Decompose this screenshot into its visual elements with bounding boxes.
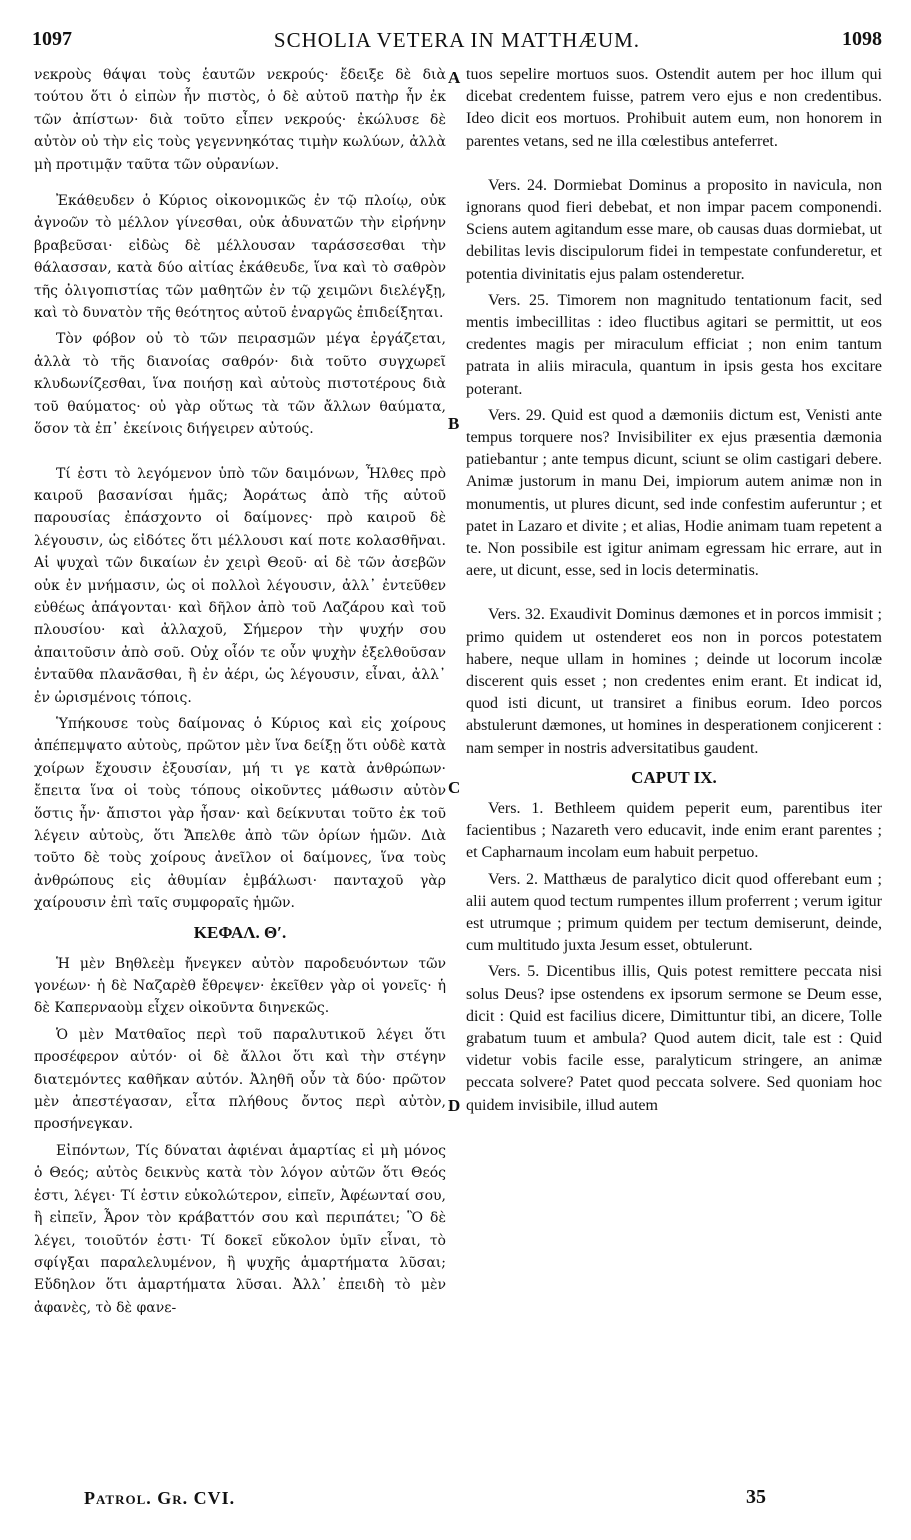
running-title: SCHOLIA VETERA IN MATTHÆUM. [273,28,641,52]
greek-paragraph: Ὁ μὲν Ματθαῖος περὶ τοῦ παραλυτικοῦ λέγει ὅτι προσέφερον αὐτόν· οἱ δὲ ἄλλοι ὅτι καὶ τὴν στέγην διατεμόντες καθῆκαν αὐτόν. Ἀληθῆ οὖν τὰ δύο· πρῶτον μὲν ἀπεστέγασαν, εἶτα πλήθους ὄντος περὶ αὐτὸν, προσήνεγκαν. [34,1026,446,1133]
greek-paragraph: Τί ἐστι τὸ λεγόμενον ὑπὸ τῶν δαιμόνων, Ἦλθες πρὸ καιροῦ βασανίσαι ἡμᾶς; Ἀοράτως ἀπὸ τῆς αὐτοῦ παρουσίας ἐπάσχοντο οἱ δαίμονες· πρὸ καιροῦ δὲ λέγουσιν, ὡς εἰδότες ὅτι μέλλουσι καί ποτε κολασθῆναι. Αἱ ψυχαὶ τῶν δικαίων ἐν χειρὶ Θεοῦ· αἱ δὲ τῶν ἀσεβῶν οὐκ ἐν μνήμασιν, ὡς οἱ πολλοὶ λέγουσιν, ἀλλ᾿ ἐντεῦθεν εὐθέως ἀπάγονται· καὶ δῆλον ἀπὸ τοῦ Λαζάρου καὶ τοῦ πλουσίου· καὶ ἀλλαχοῦ, Σήμερον τὴν ψυχήν σου ἀπαιτοῦσιν ἀπὸ σοῦ. Οὐχ οἷόν τε οὖν ψυχὴν ἐξελθοῦσαν ἐνταῦθα πλανᾶσθαι, ἢ ἐν ἀέρι, ὡς λέγουσιν, εἶναι, ἀλλ᾿ ἐν ὡρισμένοις τόποις. [34,465,446,706]
greek-paragraph: Ἐκάθευδεν ὁ Κύριος οἰκονομικῶς ἐν τῷ πλοίῳ, οὐκ ἀγνοῶν τὸ μέλλον γίνεσθαι, οὐκ ἀδυνατῶν τὴν εἰρήνην βραβεῦσαι· εἰδὼς δὲ μέλλουσαν ταράσσεσθαι τὴν θάλασσαν, κατὰ δύο αἰτίας ἐκάθευδε, ἵνα καὶ τὸ σαθρὸν τῆς ὀλιγοπιστίας τῶν μαθητῶν ἐν τῷ χειμῶνι διελέγξῃ, καὶ τὸ δυνατὸν τῆς θεότητος αὐτοῦ ἐναργῶς ἐπιδείξηται. [34,193,446,322]
margin-marker-b: B [448,414,460,433]
greek-paragraph: Εἰπόντων, Τίς δύναται ἀφιέναι ἁμαρτίας εἰ μὴ μόνος ὁ Θεός; αὐτὸς δεικνὺς κατὰ τὸν λόγον αὐτῶν ὅτι Θεός ἐστι, λέγει· Τί ἐστιν εὐκολώτερον, εἰπεῖν, Ἀφέωνταί σου, ἢ εἰπεῖν, Ἆρον τὸν κράβαττόν σου καὶ περιπάτει; Ὃ δὲ λέγει, τοιοῦτόν ἐστι· Τί δοκεῖ εὔκολον ὑμῖν εἶναι, τὸ σφίγξαι παραλελυμένον, ἢ ψυχῆς ἁμαρτήματα λῦσαι; Εὔδηλον ὅτι ἁμαρτήματα λῦσαι. Ἀλλ᾿ ἐπειδὴ τὸ μὲν ἀφανὲς, τὸ δὲ φανε- [34,1142,446,1316]
latin-paragraph: Vers. 5. Dicentibus illis, Quis potest remittere peccata nisi solus Deus? ipse ostendens ex ipsorum sermone se Deum esse, dicit : Quid est facilius dicere, Dimittuntur tibi, an dicere, Tolle grabatum tuum et ambula? Quod autem dicit, tale est : Quid videtur vobis facile esse, paralyticum stringere, an animæ peccata solvere? Patet quod peccata solvere. Sed quoniam hoc quidem invisibile, illud autem [466,963,882,1114]
latin-paragraph: Vers. 24. Dormiebat Dominus a proposito in navicula, non ignorans quod fieri debebat, et non impar pacem componendi. Sciens autem agitandum esse mare, ob causas duas dormiebat, ut debilitas levis discipulorum fidei in tempestate confunderetur, et potentia divinitatis ejus palam ostenderetur. [466,176,882,283]
greek-paragraph: Ἡ μὲν Βηθλεὲμ ἤνεγκεν αὐτὸν παροδευόντων τῶν γονέων· ἡ δὲ Ναζαρὲθ ἔθρεψεν· ἐκεῖθεν γὰρ οἱ γονεῖς· ἡ δὲ Καπερναοὺμ εἶχεν οἰκοῦντα διηνεκῶς. [34,955,446,1017]
greek-paragraph: Τὸν φόβον οὐ τὸ τῶν πειρασμῶν μέγα ἐργάζεται, ἀλλὰ τὸ τῆς διανοίας σαθρόν· διὰ τοῦτο συγχωρεῖ κλυδωνίζεσθαι, ἵνα ποιήσῃ καὶ αὐτοὺς πιστοτέρους διὰ τοῦ θαύματος· οὐ γὰρ οὕτως τὰ τῶν ἄλλων θαύματα, ὅσον τὰ ἐπ᾿ ἐκείνοις διήγειρεν αὐτούς. [34,331,446,438]
latin-paragraph: Vers. 2. Matthæus de paralytico dicit quod offerebant eum ; alii autem quod tectum rumpentes illum proferrent ; verum igitur est utrumque ; primum quidem per tectum demiserunt, deinde, cum multitudo juxta Jesum esset, obtulerunt. [466,870,882,955]
footer-volume: Patrol. Gr. CVI. [84,1488,236,1508]
footer-signature: 35 [746,1486,766,1508]
margin-marker-a: A [448,68,461,87]
latin-paragraph: Vers. 32. Exaudivit Dominus dæmones et in porcos immisit ; primo quidem ut ostenderet eos non in porcos potestatem habere, neque ullam in homines ; deinde ut locorum incolæ discerent quis esset ; non credentes enim erant. Et indicat id, quod isti dicunt, ut transiret a finibus eorum. Ideo porcos abstulerunt dæmones, ut homines in desperationem conjicerent : nam semper in nostris adversitatibus gaudent. [466,606,882,757]
latin-paragraph: Vers. 1. Bethleem quidem peperit eum, parentibus iter facientibus ; Nazareth vero educavit, inde enim erant parentes ; et Capharnaum incolam eum habuit perpetuo. [466,799,882,862]
page-number-right: 1098 [842,28,882,50]
greek-chapter-heading: ΚΕΦΑΛ. Θʹ. [193,922,287,942]
latin-paragraph: tuos sepelire mortuos suos. Ostendit autem per hoc illum qui dicebat credentem fuisse, patrem vero ejus e non credentibus. Ideo dicit eos mortuos. Prohibuit autem eum, non honorem in parentes vetans, sed ne illa cœlestibus anteferret. [466,66,882,150]
latin-paragraph: Vers. 25. Timorem non magnitudo tentationum facit, sed mentis imbecillitas : ideo fluctibus agitari se permittit, ut eos credentes magis per miraculum efficiat ; non enim tantum patrata in aliis miracula, quantum in ipsis gesta hos excitare poterant. [466,291,882,398]
margin-marker-c: C [448,778,461,797]
greek-paragraph: νεκροὺς θάψαι τοὺς ἑαυτῶν νεκρούς· ἔδειξε δὲ διὰ τούτου ὅτι ὁ εἰπὼν ἦν πιστὸς, ὁ δὲ αὐτοῦ πατὴρ ἦν ἐκ τῶν ἀπίστων· διὰ τοῦτο εἶπεν νεκρούς· ἐκώλυσε δὲ αὐτὸν οὐ τὴν εἰς τοὺς γεγεννηκότας τιμὴν κωλύων, ἀλλὰ μὴ προτιμᾷν ταῦτα τῶν οὐρανίων. [34,67,446,173]
running-header [32,22,882,62]
latin-chapter-heading: CAPUT IX. [631,767,717,787]
latin-column [466,64,882,1117]
greek-column [34,64,446,1319]
margin-marker-d: D [448,1096,461,1115]
page-number-left: 1097 [32,28,72,50]
latin-paragraph: Vers. 29. Quid est quod a dæmoniis dictum est, Venisti ante tempus torquere nos? Invisibiliter ex ejus præsentia dæmonia patiebantur ; ante tempus dicunt, sciunt se olim castigari debere. Animæ justorum in manu Dei, impiorum autem animæ non in monumentis, ut plures dicunt, sed inde confestim auferuntur ; et patet in Lazaro et divite ; et alias, Hodie animam tuam repetent a te. Non possibile est igitur animam egressam hic errare, aut in aere, ut dicunt, esse, sed in locis determinatis. [466,406,882,580]
greek-paragraph: Ὑπήκουσε τοὺς δαίμονας ὁ Κύριος καὶ εἰς χοίρους ἀπέπεμψατο αὐτοὺς, πρῶτον μὲν ἵνα δείξῃ ὅτι οὐδὲ κατὰ χοίρων ἔχουσιν ἐξουσίαν, μή τι γε κατὰ ἀνθρώπων· ἔπειτα ἵνα οἱ τοὺς τόπους οἰκοῦντες μάθωσιν αὐτὸν ὅστις ἦν· ἄπιστοι γὰρ ἦσαν· καὶ δείκνυται τοῦτο ἐκ τοῦ λέγειν αὐτοὺς, ὅτι Ἄπελθε ἀπὸ τῶν ὁρίων ἡμῶν. Διὰ τοῦτο δὲ τοὺς χοίρους ἀνεῖλον οἱ δαίμονες, ἵνα τοὺς ἀνθρώπους εἰς ἀθυμίαν ἐμβάλωσι· πανταχοῦ γὰρ χαίρουσιν ἐπὶ ταῖς συμφοραῖς ἡμῶν. [34,715,446,912]
